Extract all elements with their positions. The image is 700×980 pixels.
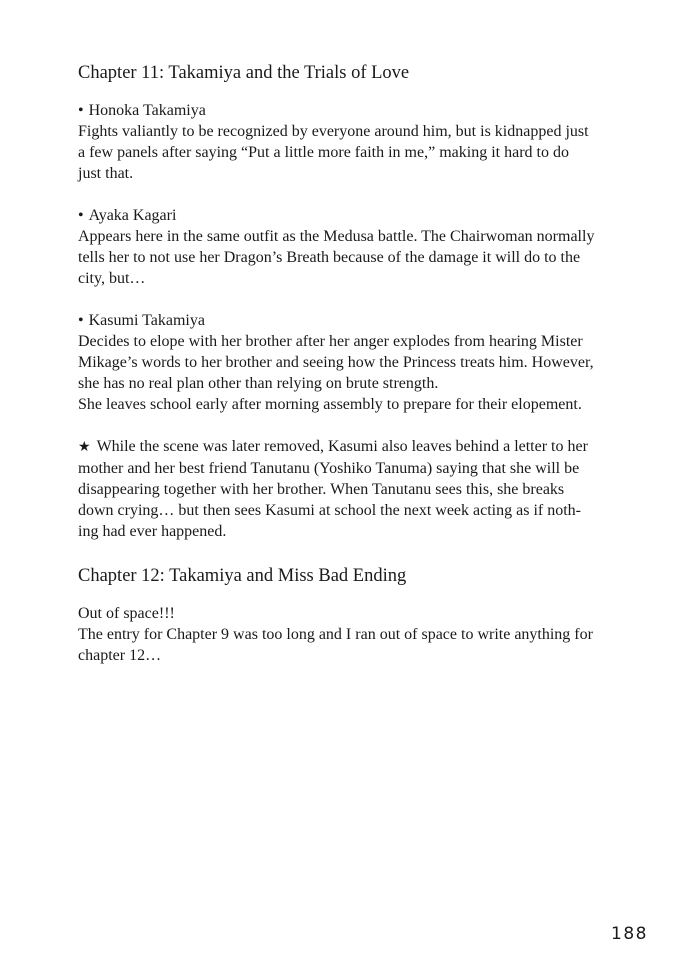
entry-text-line: city, but… xyxy=(78,270,146,287)
entry-text-line: Appears here in the same outfit as the Medusa battle. The Chairwoman normally xyxy=(78,228,595,245)
character-name: Kasumi Takamiya xyxy=(88,312,205,329)
trivia-note xyxy=(78,436,648,542)
entry-text-line: The entry for Chapter 9 was too long and I ran out of space to write anything for xyxy=(78,626,593,643)
chapter-11-heading: Chapter 11: Takamiya and the Trials of Love xyxy=(78,63,410,83)
entry-text-line: Fights valiantly to be recognized by everyone around him, but is kidnapped just xyxy=(78,123,589,140)
entry-chapter-12 xyxy=(78,603,648,666)
entry-ayaka xyxy=(78,205,648,289)
entry-name xyxy=(78,310,648,331)
entry-name xyxy=(78,100,648,121)
note-text-line: down crying… but then sees Kasumi at school the next week acting as if noth- xyxy=(78,502,581,519)
character-name: Honoka Takamiya xyxy=(88,102,206,119)
page-number: 188 xyxy=(611,924,648,944)
entry-name xyxy=(78,205,648,226)
entry-text-line: Decides to elope with her brother after her anger explodes from hearing Mister xyxy=(78,333,583,350)
entry-honoka xyxy=(78,100,648,184)
entry-text-line: chapter 12… xyxy=(78,647,162,664)
note-text-line: ing had ever happened. xyxy=(78,523,227,540)
bullet-icon: • xyxy=(78,312,84,329)
entry-text-line: Mikage’s words to her brother and seeing how the Princess treats him. However, xyxy=(78,354,594,371)
character-name: Ayaka Kagari xyxy=(88,207,177,224)
star-icon: ★ xyxy=(78,440,91,455)
bullet-icon: • xyxy=(78,102,84,119)
entry-text-line: just that. xyxy=(78,165,134,182)
entry-text-line: tells her to not use her Dragon’s Breath because of the damage it will do to the xyxy=(78,249,581,266)
bullet-icon: • xyxy=(78,207,84,224)
note-text-line: mother and her best friend Tanutanu (Yoshiko Tanuma) saying that she will be xyxy=(78,460,580,477)
note-text-line: disappearing together with her brother. When Tanutanu sees this, she breaks xyxy=(78,481,565,498)
page-content xyxy=(78,60,648,687)
entry-text-line: a few panels after saying “Put a little more faith in me,” making it hard to do xyxy=(78,144,569,161)
note-text-line: ★ While the scene was later removed, Kasumi also leaves behind a letter to her xyxy=(78,436,648,458)
entry-text-line: Out of space!!! xyxy=(78,605,175,622)
chapter-12-heading: Chapter 12: Takamiya and Miss Bad Ending xyxy=(78,566,407,586)
entry-text-line: she has no real plan other than relying on brute strength. xyxy=(78,375,439,392)
entry-kasumi xyxy=(78,310,648,415)
entry-text-line: She leaves school early after morning assembly to prepare for their elopement. xyxy=(78,396,582,413)
